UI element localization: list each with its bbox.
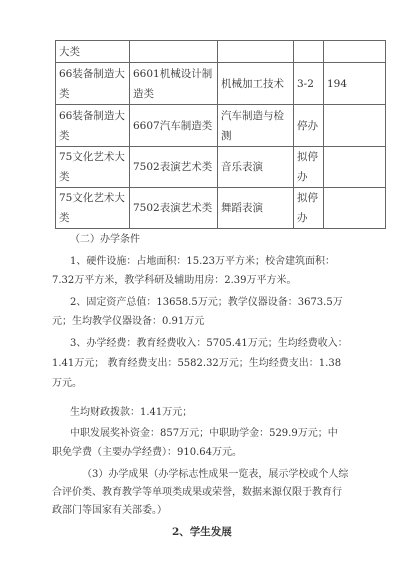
table-cell: 6607汽车制造类 xyxy=(130,105,218,147)
table-row xyxy=(56,147,386,188)
table-cell: 7502表演艺术类 xyxy=(130,147,218,188)
paragraph-line: 合评价类、教育教学等单项类成果或荣誉，数据来源仅限于教育行 xyxy=(52,487,342,498)
paragraph-line: （3）办学成果（办学标志性成果一览表，展示学校或个人综 xyxy=(82,469,349,480)
table-cell xyxy=(324,41,386,63)
table-row xyxy=(56,188,386,229)
table-cell: 7502表演艺术类 xyxy=(130,188,218,229)
paragraph-line: 政部门等国家有关部委。） xyxy=(52,505,167,516)
paragraph-line: 2、固定资产总值：13658.5万元；教学仪器设备：3673.5万 xyxy=(70,297,343,308)
table-cell: 拟停办 xyxy=(294,188,324,229)
paragraph-line: 3、办学经费：教育经费收入：5705.41万元；生均经费收入： xyxy=(70,338,348,349)
table-cell xyxy=(294,41,324,63)
table-cell: 机械加工技术 xyxy=(218,63,294,105)
table-cell: 音乐表演 xyxy=(218,147,294,188)
table-cell: 汽车制造与检测 xyxy=(218,105,294,147)
table-cell: 3-2 xyxy=(294,63,324,105)
table-cell: 拟停办 xyxy=(294,147,324,188)
table-cell: 66装备制造大类 xyxy=(56,105,130,147)
table-cell xyxy=(324,147,386,188)
next-section-heading: 2、学生发展 xyxy=(172,526,232,538)
table-cell: 66装备制造大类 xyxy=(56,63,130,105)
table-cell xyxy=(324,188,386,229)
paragraph-line: 中职发展奖补资金：857万元；中职助学金：529.9万元；中 xyxy=(70,428,338,439)
table-cell xyxy=(130,41,218,63)
table-cell: 75文化艺术大类 xyxy=(56,188,130,229)
table-row xyxy=(56,41,386,63)
table-cell xyxy=(218,41,294,63)
section-heading: （二）办学条件 xyxy=(70,234,140,245)
paragraph-line: 1.41万元； 教育经费支出：5582.32万元；生均经费支出：1.38 xyxy=(52,358,342,369)
paragraph-line: 7.32万平方米，教学科研及辅助用房：2.39万平方米。 xyxy=(52,275,297,286)
table-cell xyxy=(324,105,386,147)
table-cell: 75文化艺术大类 xyxy=(56,147,130,188)
paragraph-line: 万元。 xyxy=(52,378,82,389)
table-cell: 停办 xyxy=(294,105,324,147)
table-cell: 194 xyxy=(324,63,386,105)
table-cell: 6601机械设计制造类 xyxy=(130,63,218,105)
paragraph-line: 职免学费（主要办学经费）：910.64万元。 xyxy=(52,447,242,458)
table-row xyxy=(56,63,386,105)
table-row xyxy=(56,105,386,147)
table-cell: 舞蹈表演 xyxy=(218,188,294,229)
specialty-table xyxy=(55,40,386,229)
table-cell: 大类 xyxy=(56,41,130,63)
paragraph-line: 元；生均教学仪器设备：0.91万元 xyxy=(52,316,205,327)
paragraph-line: 生均财政拨款：1.41万元； xyxy=(70,407,193,418)
paragraph-line: 1、硬件设施：占地面积：15.23万平方米；校舍建筑面积： xyxy=(70,256,335,267)
